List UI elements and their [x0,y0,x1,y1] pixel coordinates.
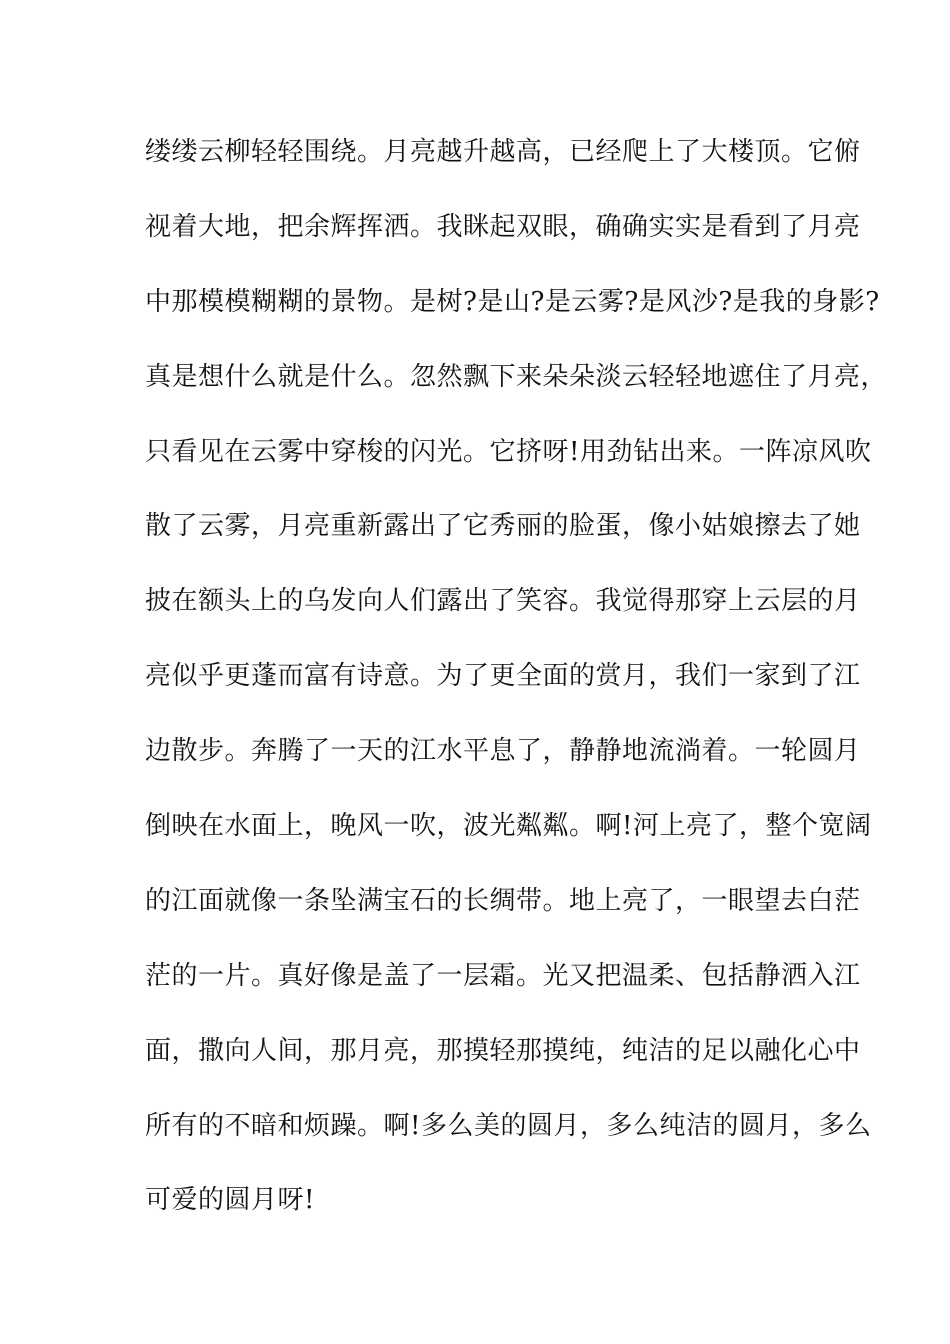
text-line: 视着大地，把余辉挥洒。我眯起双眼，确确实实是看到了月亮 [145,211,861,242]
text-line: 缕缕云柳轻轻围绕。月亮越升越高，已经爬上了大楼顶。它俯 [145,137,861,167]
text-line: 亮似乎更蓬而富有诗意。为了更全面的赏月，我们一家到了江 [145,661,861,692]
text-line: 所有的不暗和烦躁。啊!多么美的圆月，多么纯洁的圆月，多么 [145,1110,872,1141]
text-line: 披在额头上的乌发向人们露出了笑容。我觉得那穿上云层的月 [145,586,861,617]
text-line: 茫的一片。真好像是盖了一层霜。光又把温柔、包括静洒入江 [145,960,861,991]
text-line: 边散步。奔腾了一天的江水平息了，静静地流淌着。一轮圆月 [145,736,861,767]
body-text [145,128,888,1251]
text-line: 的江面就像一条坠满宝石的长绸带。地上亮了，一眼望去白茫 [145,885,861,916]
text-line: 只看见在云雾中穿梭的闪光。它挤呀!用劲钻出来。一阵凉风吹 [145,436,872,467]
text-line: 可爱的圆月呀! [145,1185,315,1216]
text-line: 散了云雾，月亮重新露出了它秀丽的脸蛋，像小姑娘擦去了她 [145,511,861,542]
text-line: 中那模模糊糊的景物。是树?是山?是云雾?是风沙?是我的身影? [145,286,880,317]
text-line: 真是想什么就是什么。忽然飘下来朵朵淡云轻轻地遮住了月亮， [145,361,888,392]
text-line: 面，撒向人间，那月亮，那摸轻那摸纯，纯洁的足以融化心中 [145,1035,861,1066]
text-line: 倒映在水面上，晚风一吹，波光粼粼。啊!河上亮了，整个宽阔 [145,811,872,842]
